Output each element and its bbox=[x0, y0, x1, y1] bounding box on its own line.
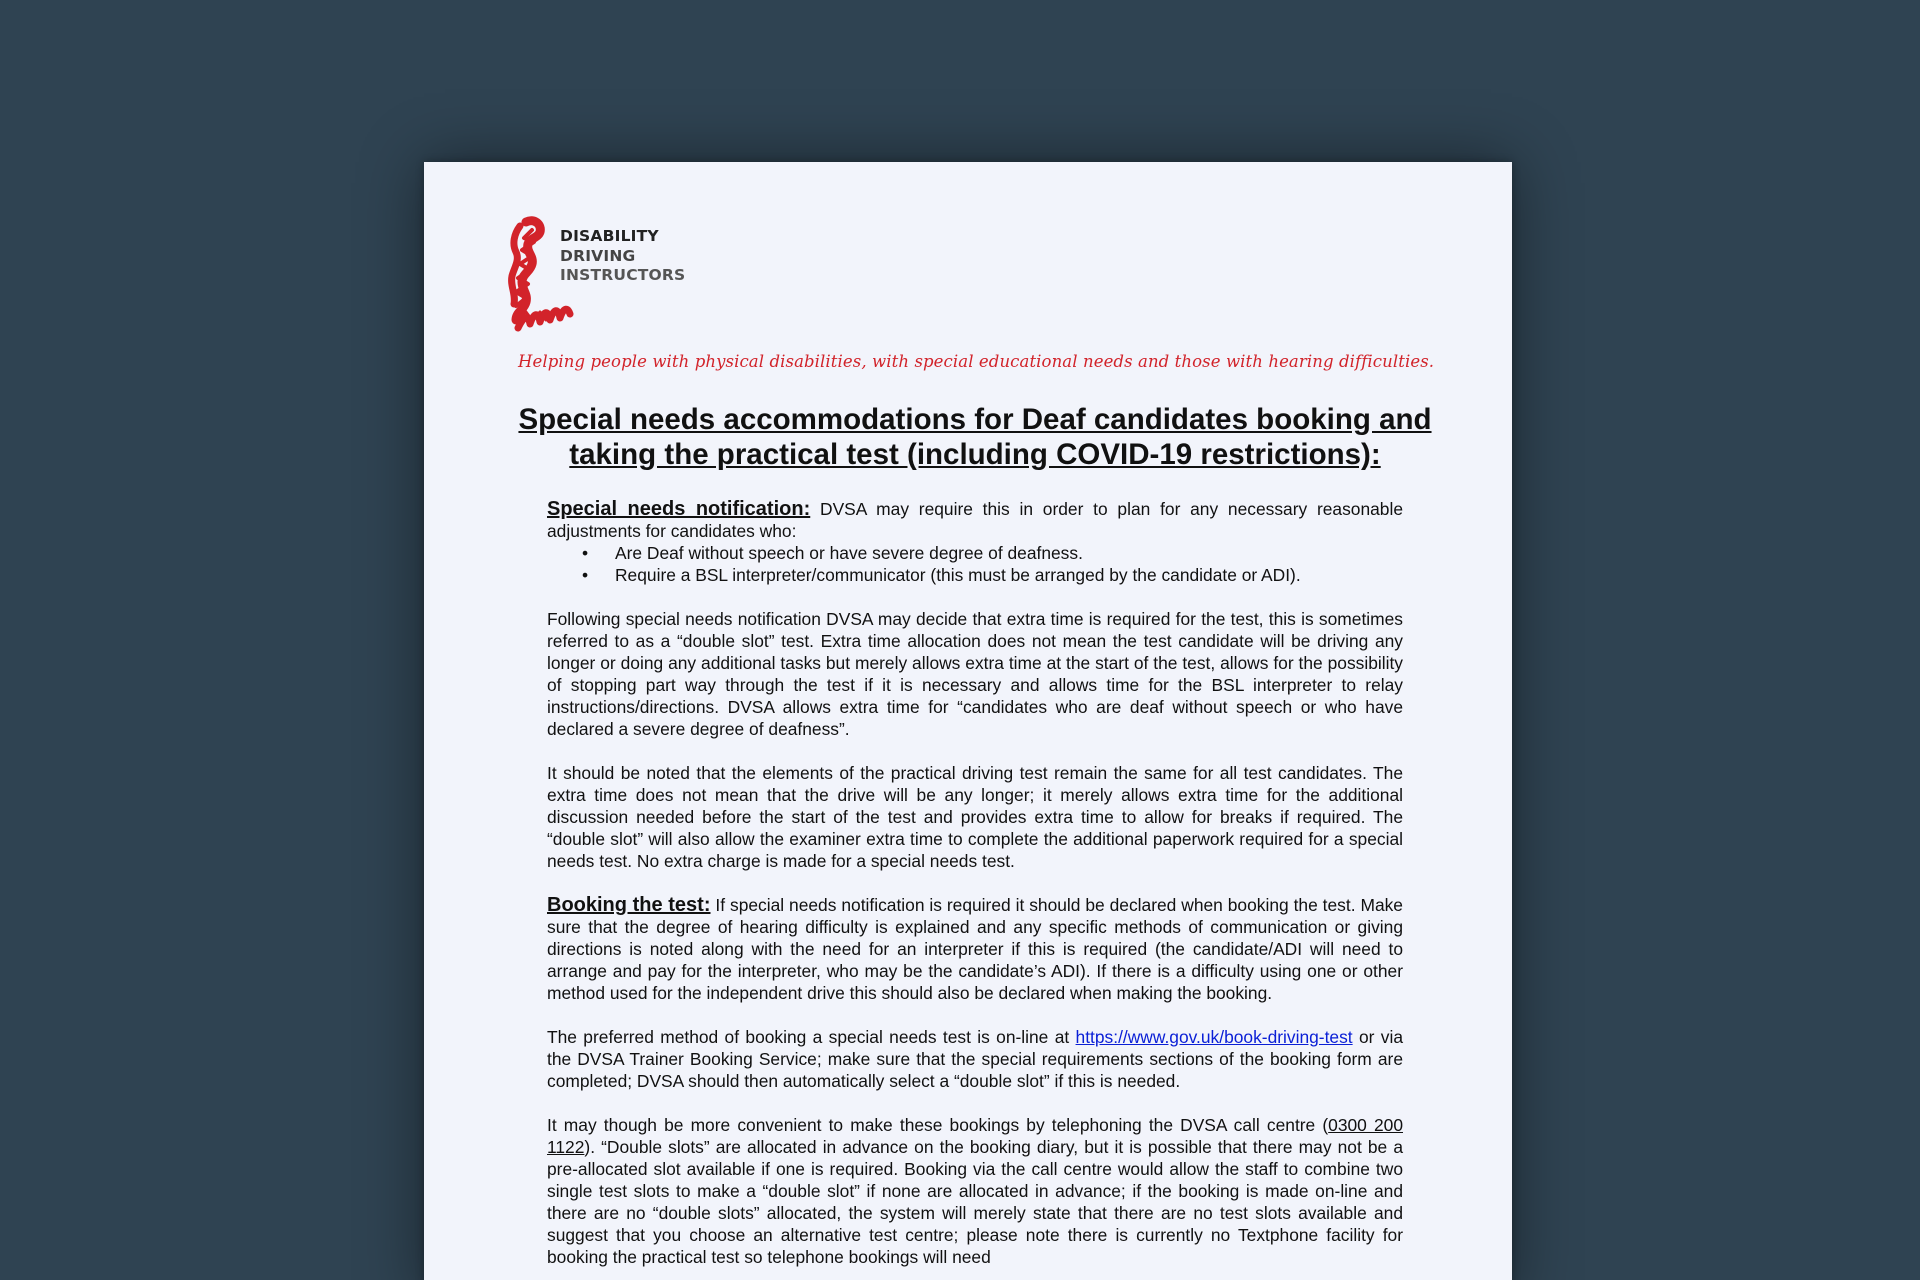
phone-text-after: ). “Double slots” are allocated in advance on the booking diary, but it is possible that there may not be a pre-allocated slot available if one is required. Booking via the call centre would allow the staff to combine two single test slots to make a “double slot” if none are allocated in advance; if the booking is made on-line and there are no “double slots” allocated, the system will merely state that there are no test slots available and suggest that you choose an alternative test centre; please note there is currently no Textphone facility for booking the practical test so telephone bookings will need bbox=[547, 1137, 1403, 1267]
booking-heading: Booking the test: bbox=[547, 894, 711, 916]
logo-text-disability: DISABILITY bbox=[560, 227, 659, 245]
online-text-after: or via the DVSA Trainer Booking Service; make sure that the special requirements sections of the booking form are completed; DVSA should then automatically select a “double slot” if this is needed. bbox=[547, 1027, 1404, 1091]
notification-list bbox=[547, 542, 1403, 586]
document-title: Special needs accommodations for Deaf candidates booking and taking the practical test (including COVID-19 restrictions): bbox=[518, 403, 1432, 471]
test-elements-paragraph: It should be noted that the elements of the practical driving test remain the same for all test candidates. The extra time does not mean that the drive will be any longer; it merely allows extra time for the additional discussion needed before the start of the test and provides extra time to allow for breaks if required. The “double slot” will also allow the examiner extra time to complete the additional paperwork required for a special needs test. No extra charge is made for a special needs test. bbox=[547, 763, 1403, 871]
tagline: Helping people with physical disabilities, with special educational needs and those with hearing difficulties. bbox=[518, 352, 1435, 371]
online-booking-paragraph bbox=[547, 1026, 1403, 1092]
call-centre-phone-number: 0300 200 1122 bbox=[547, 1115, 1403, 1157]
ddi-logo bbox=[504, 216, 704, 336]
logo-text-instructors: INSTRUCTORS bbox=[560, 266, 686, 284]
bullet-icon: • bbox=[582, 565, 589, 585]
booking-text: If special needs notification is required it should be declared when booking the test. Make sure that the degree of hearing difficulty is explained and any specific methods of communication or giving directions is noted along with the need for an interpreter if this is required (the candidate/ADI will need to arrange and pay for the interpreter, who may be the candidate’s ADI). If there is a difficulty using one or other method used for the independent drive this should also be declared when making the booking. bbox=[547, 895, 1403, 1003]
notification-heading: Special needs notification: bbox=[547, 498, 811, 520]
online-text-before: The preferred method of booking a special needs test is on-line at bbox=[547, 1027, 1076, 1047]
list-item-text: Are Deaf without speech or have severe degree of deafness. bbox=[615, 543, 1083, 563]
list-item bbox=[582, 564, 1403, 586]
list-item bbox=[582, 542, 1403, 564]
double-slot-paragraph: Following special needs notification DVSA may decide that extra time is required for the test, this is sometimes referred to as a “double slot” test. Extra time allocation does not mean the test candidate will be driving any longer or doing any additional tasks but merely allows extra time at the start of the test, allows for the possibility of stopping part way through the test if it is necessary and allows time for the BSL interpreter to relay instructions/directions. DVSA allows extra time for “candidates who are deaf without speech or who have declared a severe degree of deafness”. bbox=[547, 609, 1403, 739]
document-page bbox=[424, 162, 1512, 1280]
booking-paragraph bbox=[547, 894, 1403, 1004]
notification-paragraph bbox=[547, 498, 1403, 542]
bullet-icon: • bbox=[582, 543, 589, 563]
logo-text-driving: DRIVING bbox=[560, 246, 636, 265]
phone-text-before: It may though be more convenient to make these bookings by telephoning the DVSA call centre ( bbox=[547, 1115, 1329, 1135]
book-driving-test-link[interactable]: https://www.gov.uk/book-driving-test bbox=[1075, 1027, 1353, 1047]
document-body bbox=[547, 498, 1403, 1280]
phone-booking-paragraph bbox=[547, 1114, 1403, 1268]
notification-text: DVSA may require this in order to plan for any necessary reasonable adjustments for candidates who: bbox=[547, 499, 1403, 541]
list-item-text: Require a BSL interpreter/communicator (this must be arranged by the candidate or ADI). bbox=[615, 565, 1301, 585]
